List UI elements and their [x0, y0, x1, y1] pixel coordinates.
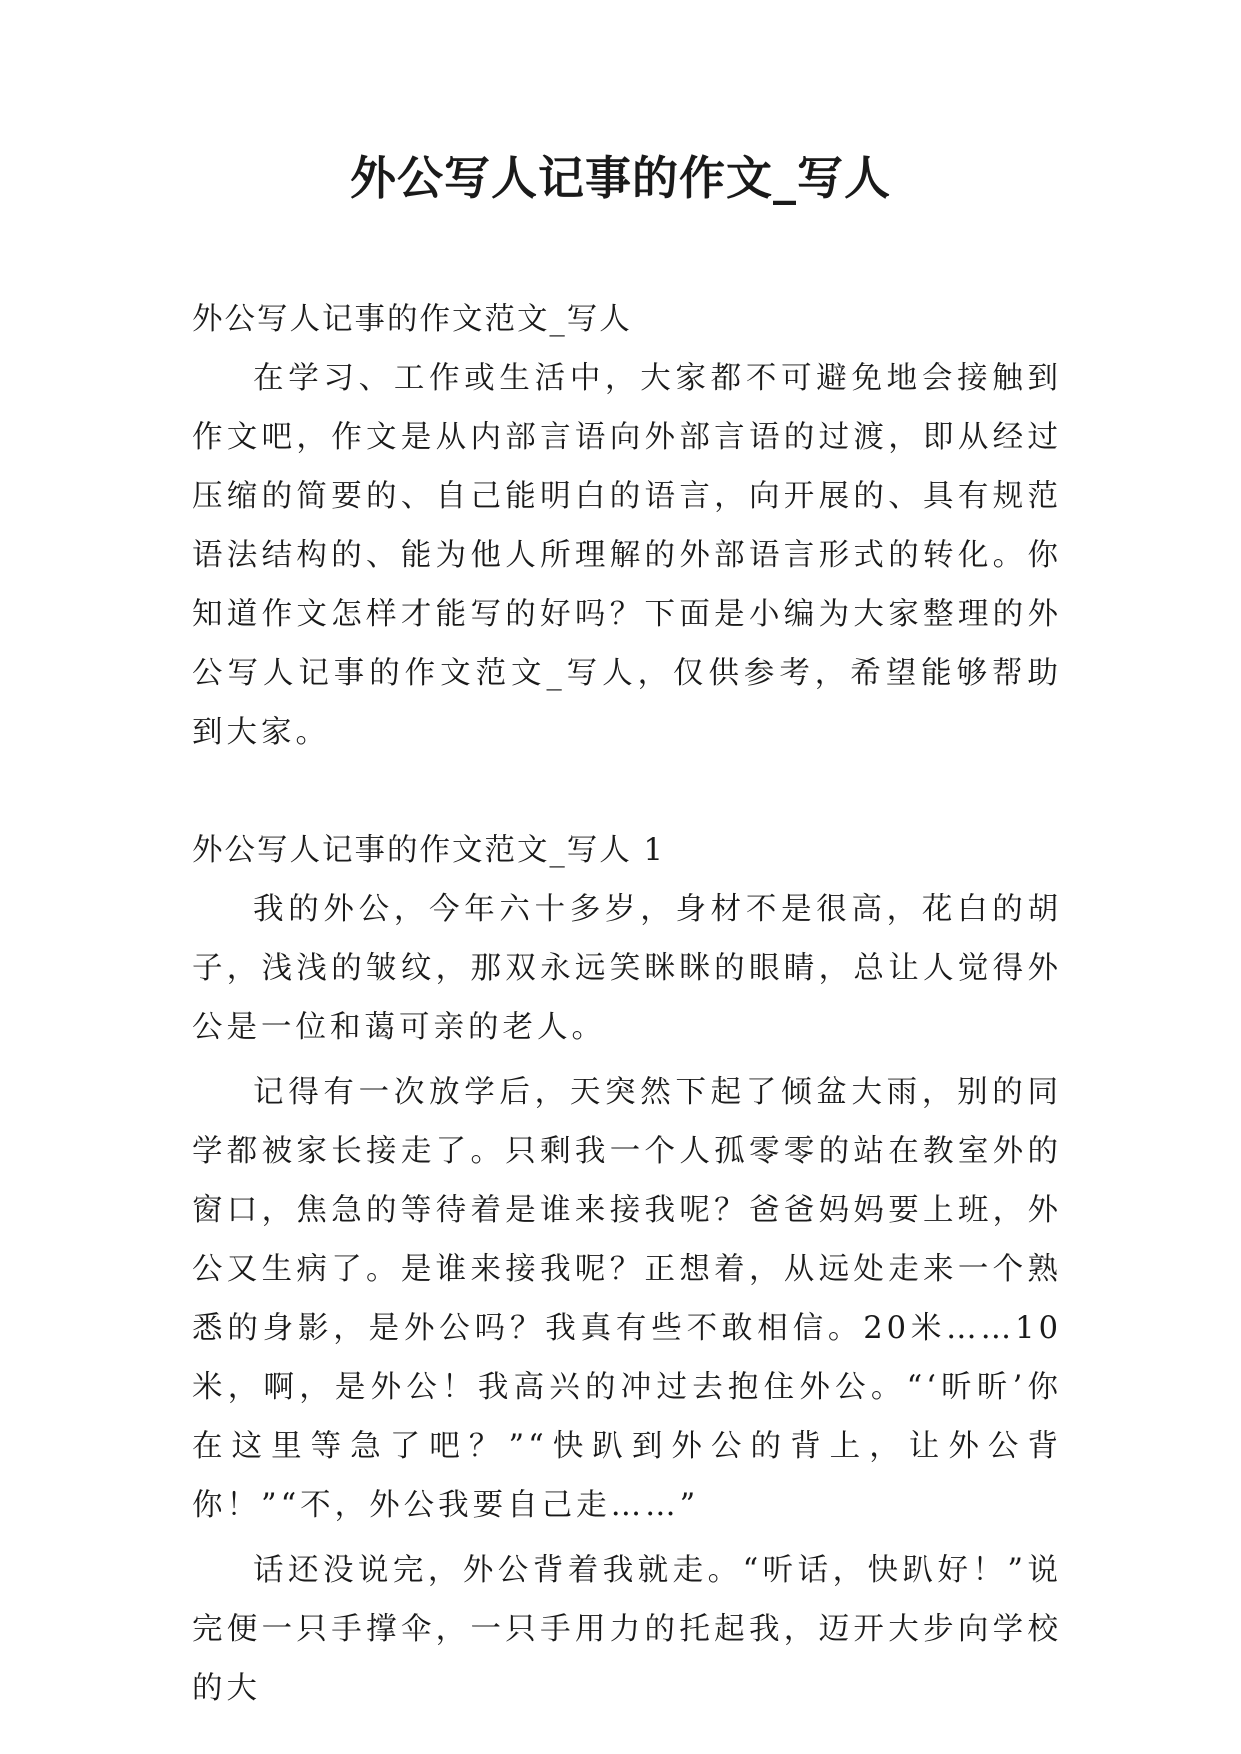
essay-subtitle: 外公写人记事的作文范文_写人: [192, 302, 632, 337]
document-body: [192, 290, 1062, 1718]
intro-paragraph: 在学习、工作或生活中，大家都不可避免地会接触到作文吧，作文是从内部言语向外部言语的过渡，即从经过压缩的简要的、自己能明白的语言，向开展的、具有规范语法结构的、能为他人所理解的外部语言形式的转化。你知道作文怎样才能写的好吗？下面是小编为大家整理的外公写人记事的作文范文_写人，仅供参考，希望能够帮助到大家。: [192, 361, 1062, 750]
body-paragraph: 记得有一次放学后，天突然下起了倾盆大雨，别的同学都被家长接走了。只剩我一个人孤零零的站在教室外的窗口，焦急的等待着是谁来接我呢？爸爸妈妈要上班，外公又生病了。是谁来接我呢？正想着，从远处走来一个熟悉的身影，是外公吗？我真有些不敢相信。20米……10米，啊，是外公！我高兴的冲过去抱住外公。“‘昕昕’你在这里等急了吧？”“快趴到外公的背上，让外公背你！”“不，外公我要自己走……”: [192, 1075, 1062, 1523]
section-heading: 外公写人记事的作文范文_写人 1: [192, 833, 665, 868]
body-paragraph: 我的外公，今年六十多岁，身材不是很高，花白的胡子，浅浅的皱纹，那双永远笑眯眯的眼睛，总让人觉得外公是一位和蔼可亲的老人。: [192, 892, 1062, 1045]
body-paragraph: 话还没说完，外公背着我就走。“听话，快趴好！”说完便一只手撑伞，一只手用力的托起我，迈开大步向学校的大: [192, 1553, 1062, 1706]
document-title: 外公写人记事的作文_写人: [350, 151, 891, 205]
section-spacer: [192, 762, 1062, 821]
